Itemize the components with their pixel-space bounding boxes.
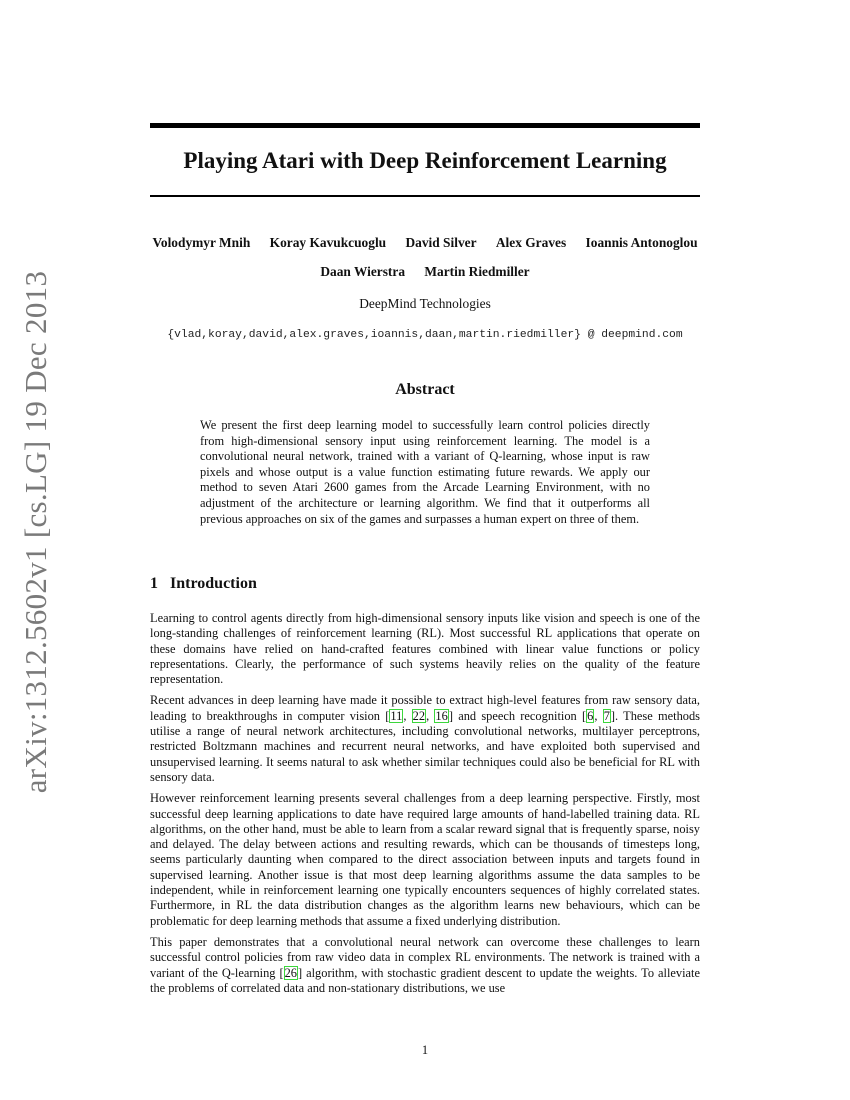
citation-link[interactable]: 26: [284, 965, 297, 980]
citation-link[interactable]: 7: [603, 708, 610, 723]
paragraph-text: This paper demonstrates that a convolutional neural network can overcome these challenges to learn successful control policies from raw video data in complex RL environments. The network is trained with a variant of the Q-learning [: [150, 934, 700, 980]
paragraph-text: ] algorithm, with stochastic gradient descent to update the weights. To alleviate the problems of correlated data and non-stationary distributions, we use: [150, 965, 700, 995]
author-name: David Silver: [405, 235, 477, 250]
introduction-body: [150, 611, 700, 1002]
citation-link[interactable]: 11: [390, 708, 403, 723]
section-heading-introduction: [150, 574, 257, 594]
author-name: Koray Kavukcuoglu: [269, 235, 387, 250]
abstract-text: We present the first deep learning model to successfully learn control policies directly from high-dimensional sensory input using reinforcement learning. The model is a convolutional neural network, trained with a variant of Q-learning, whose input is raw pixels and whose output is a value function estimating future rewards. We apply our method to seven Atari 2600 games from the Arcade Learning Environment, with no adjustment of the architecture or learning algorithm. We find that it outperforms all previous approaches on six of the games and surpasses a human expert on three of them.: [200, 418, 650, 526]
paragraph-text: ]. These methods utilise a range of neural network architectures, including convolutional networks, multilayer perceptrons, restricted Boltzmann machines and recurrent neural networks, and have exploited both supervised and unsupervised learning. It seems natural to ask whether similar techniques could also be beneficial for RL with sensory data.: [150, 708, 700, 784]
author-name: Alex Graves: [495, 235, 567, 250]
paragraph-text: Recent advances in deep learning have made it possible to extract high-level features from raw sensory data, leading to breakthroughs in computer vision [: [150, 693, 700, 723]
arxiv-identifier-stamp: arXiv:1312.5602v1 [cs.LG] 19 Dec 2013: [18, 270, 53, 794]
citation-link[interactable]: 16: [435, 708, 448, 723]
paragraph: However reinforcement learning presents several challenges from a deep learning perspective. Firstly, most successful deep learning applications to date have required large amounts of hand-labelled training data. RL algorithms, on the other hand, must be able to learn from a scalar reward signal that is frequently sparse, noisy and delayed. The delay between actions and resulting rewards, which can be thousands of timesteps long, seems particularly daunting when compared to the direct association between inputs and targets found in supervised learning. Another issue is that most deep learning algorithms assume the data samples to be independent, while in reinforcement learning one typically encounters sequences of highly correlated states. Furthermore, in RL the data distribution changes as the algorithm learns new behaviours, which can be problematic for deep learning methods that assume a fixed underlying distribution.: [150, 791, 700, 928]
section-number: 1: [150, 575, 158, 592]
citation-link[interactable]: 22: [412, 708, 426, 723]
author-name: Ioannis Antonoglou: [585, 235, 698, 250]
paragraph: [150, 935, 700, 996]
page-number: 1: [421, 1043, 429, 1057]
abstract-heading: Abstract: [395, 381, 455, 398]
citation-link[interactable]: 6: [587, 708, 594, 723]
paragraph: Learning to control agents directly from high-dimensional sensory inputs like vision and speech is one of the long-standing challenges of reinforcement learning (RL). Most successful RL applications that operate on these domains have relied on hand-crafted features combined with linear value functions or policy representations. Clearly, the performance of such systems heavily relies on the quality of the feature representation.: [150, 611, 700, 687]
title-bottom-rule: [150, 195, 700, 197]
author-name: Daan Wierstra: [320, 264, 406, 279]
authors-row-2: [110, 264, 740, 280]
author-emails: {vlad,koray,david,alex.graves,ioannis,daan,martin.riedmiller} @ deepmind.com: [167, 329, 683, 341]
authors-row-1: [110, 235, 740, 251]
paragraph-text: ] and speech recognition [: [448, 708, 587, 723]
paragraph: Recent advances in deep learning have made it possible to extract high-level features from raw sensory data, leading to breakthroughs in computer vision [11, 22, 16] and speech recognition [6, 7]. These methods utilise a range of neural network architectures, including convolutional networks, multilayer perceptrons, restricted Boltzmann machines and recurrent neural networks, and have exploited both supervised and unsupervised learning. It seems natural to ask whether similar techniques could also be beneficial for RL with sensory data.: [150, 693, 700, 784]
title-top-rule: [150, 123, 700, 128]
affiliation: DeepMind Technologies: [359, 296, 491, 311]
section-title: Introduction: [170, 575, 257, 592]
paper-title: Playing Atari with Deep Reinforcement Learning: [183, 148, 667, 173]
author-name: Martin Riedmiller: [424, 264, 530, 279]
author-name: Volodymyr Mnih: [152, 235, 251, 250]
